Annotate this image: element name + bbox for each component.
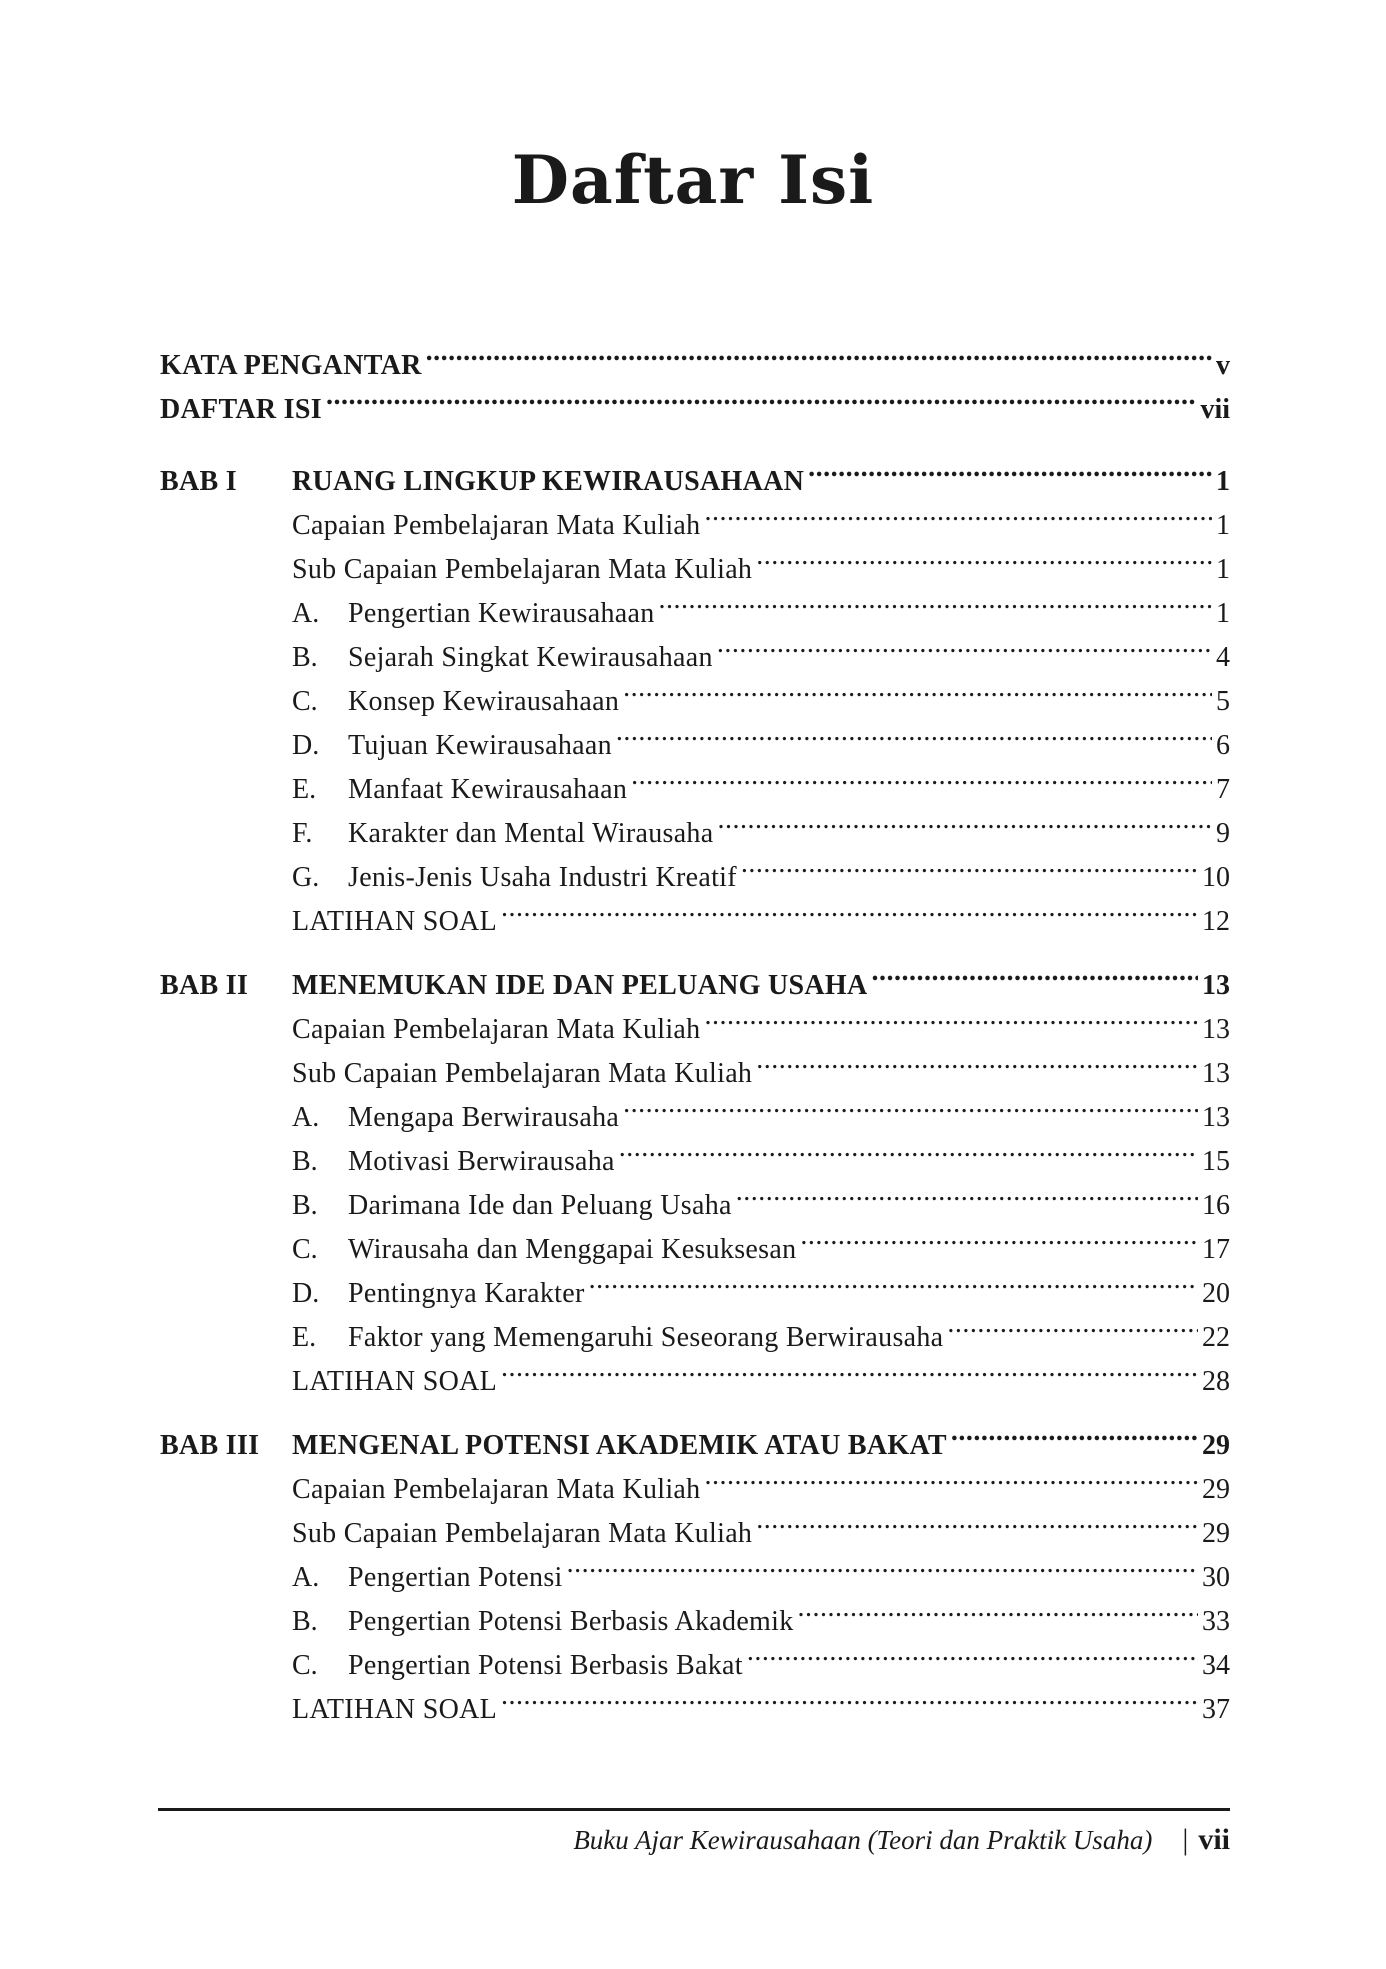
toc-entry-label: LATIHAN SOAL — [292, 906, 498, 937]
footer-divider — [158, 1808, 1230, 1811]
toc-dot-leader — [623, 1082, 1198, 1126]
toc-dot-leader — [589, 1258, 1198, 1302]
toc-dot-leader — [623, 666, 1212, 710]
toc-entry-label: Pentingnya Karakter — [348, 1278, 585, 1309]
toc-dot-leader — [704, 490, 1212, 534]
toc-section-entry[interactable] — [160, 1170, 1230, 1221]
toc-section-entry[interactable] — [160, 1038, 1230, 1089]
toc-page-number: 33 — [1202, 1606, 1230, 1637]
toc-page-number: 29 — [1202, 1474, 1230, 1505]
toc-chapter-title: MENEMUKAN IDE DAN PELUANG USAHA — [292, 970, 868, 1001]
toc-entry-label: Sejarah Singkat Kewirausahaan — [348, 642, 713, 673]
toc-entry-label: Pengertian Potensi Berbasis Bakat — [348, 1650, 743, 1681]
toc-dot-leader — [619, 1126, 1198, 1170]
toc-entry-label: Jenis-Jenis Usaha Industri Kreatif — [348, 862, 737, 893]
toc-entry-label: Konsep Kewirausahaan — [348, 686, 620, 717]
toc-section-entry[interactable] — [160, 994, 1230, 1045]
toc-page-number: 29 — [1202, 1430, 1230, 1461]
footer-page-number: vii — [1198, 1823, 1230, 1856]
toc-entry-label: LATIHAN SOAL — [292, 1366, 498, 1397]
toc-page-number: 34 — [1202, 1650, 1230, 1681]
toc-section-entry[interactable] — [160, 798, 1230, 849]
toc-page-number: 13 — [1202, 1102, 1230, 1133]
toc-page-number: 17 — [1202, 1234, 1230, 1265]
toc-section-letter: C. — [292, 1234, 318, 1265]
toc-section-letter: E. — [292, 1322, 317, 1353]
toc-dot-leader — [756, 1038, 1198, 1082]
toc-section-entry[interactable] — [160, 842, 1230, 893]
toc-page-number: 13 — [1202, 970, 1230, 1001]
toc-dot-leader — [567, 1542, 1198, 1586]
toc-dot-leader — [736, 1170, 1198, 1214]
toc-entry-label: Capaian Pembelajaran Mata Kuliah — [292, 1474, 701, 1505]
toc-chapter-number: BAB II — [160, 970, 249, 1001]
toc-entry-label: Sub Capaian Pembelajaran Mata Kuliah — [292, 554, 753, 585]
toc-section-letter: G. — [292, 862, 320, 893]
toc-chapter-number: BAB III — [160, 1430, 260, 1461]
page-title: Daftar Isi — [511, 141, 875, 219]
toc-dot-leader — [501, 1346, 1198, 1390]
toc-chapter-heading[interactable] — [160, 950, 1230, 1001]
toc-entry-label: KATA PENGANTAR — [160, 350, 422, 381]
toc-section-entry[interactable] — [160, 1630, 1230, 1681]
page-footer — [158, 1818, 1230, 1862]
toc-entry-label: Motivasi Berwirausaha — [348, 1146, 615, 1177]
toc-dot-leader — [717, 622, 1212, 666]
toc-entry-label: Sub Capaian Pembelajaran Mata Kuliah — [292, 1058, 753, 1089]
toc-page-number: 30 — [1202, 1562, 1230, 1593]
toc-dot-leader — [501, 1674, 1198, 1718]
toc-page-number: 10 — [1202, 862, 1230, 893]
toc-entry-label: Karakter dan Mental Wirausaha — [348, 818, 714, 849]
toc-page-number: 5 — [1216, 686, 1230, 717]
toc-page-number: 6 — [1216, 730, 1230, 761]
toc-section-entry[interactable] — [160, 1126, 1230, 1177]
toc-chapter-heading[interactable] — [160, 446, 1230, 497]
toc-section-entry[interactable] — [160, 1454, 1230, 1505]
toc-page-number: 1 — [1216, 466, 1230, 497]
toc-page-number: 4 — [1216, 642, 1230, 673]
toc-entry-label: Capaian Pembelajaran Mata Kuliah — [292, 1014, 701, 1045]
toc-dot-leader — [800, 1214, 1198, 1258]
toc-chapter-heading[interactable] — [160, 1410, 1230, 1461]
toc-page-number: 1 — [1216, 510, 1230, 541]
toc-entry-label: Pengertian Potensi Berbasis Akademik — [348, 1606, 794, 1637]
toc-page-number: 28 — [1202, 1366, 1230, 1397]
toc-dot-leader — [756, 1498, 1198, 1542]
toc-entry-label: Mengapa Berwirausaha — [348, 1102, 620, 1133]
toc-dot-leader — [704, 994, 1198, 1038]
toc-entry-label: Manfaat Kewirausahaan — [348, 774, 628, 805]
toc-section-entry[interactable] — [160, 534, 1230, 585]
toc-dot-leader — [426, 330, 1212, 374]
toc-dot-leader — [798, 1586, 1198, 1630]
toc-section-letter: E. — [292, 774, 317, 805]
toc-dot-leader — [616, 710, 1212, 754]
toc-section-letter: B. — [292, 642, 318, 673]
toc-dot-leader — [872, 950, 1198, 994]
toc-dot-leader — [501, 886, 1198, 930]
toc-section-entry[interactable] — [160, 1082, 1230, 1133]
toc-entry-label: LATIHAN SOAL — [292, 1694, 498, 1725]
toc-section-letter: C. — [292, 1650, 318, 1681]
toc-section-letter: A. — [292, 1562, 320, 1593]
toc-entry-label: Faktor yang Memengaruhi Seseorang Berwirausaha — [348, 1322, 944, 1353]
toc-entry-label: Pengertian Kewirausahaan — [348, 598, 655, 629]
toc-section-entry[interactable] — [160, 754, 1230, 805]
toc-entry-label: DAFTAR ISI — [160, 394, 322, 425]
toc-dot-leader — [326, 374, 1196, 418]
toc-front-entry[interactable] — [160, 330, 1230, 381]
footer-book-title: Buku Ajar Kewirausahaan (Teori dan Praktik Usaha) — [573, 1824, 1153, 1855]
toc-dot-leader — [951, 1410, 1198, 1454]
toc-page-number: 13 — [1202, 1058, 1230, 1089]
toc-section-entry[interactable] — [160, 1674, 1230, 1725]
toc-page-number: 7 — [1216, 774, 1230, 805]
table-of-contents — [160, 330, 1230, 1725]
toc-front-entry[interactable] — [160, 374, 1230, 425]
toc-section-entry[interactable] — [160, 1302, 1230, 1353]
toc-section-entry[interactable] — [160, 1258, 1230, 1309]
toc-section-letter: B. — [292, 1146, 318, 1177]
toc-dot-leader — [741, 842, 1198, 886]
toc-page-number: 12 — [1202, 906, 1230, 937]
toc-dot-leader — [808, 446, 1212, 490]
toc-page-number: 37 — [1202, 1694, 1230, 1725]
toc-section-entry[interactable] — [160, 490, 1230, 541]
toc-entry-label: Sub Capaian Pembelajaran Mata Kuliah — [292, 1518, 753, 1549]
toc-section-entry[interactable] — [160, 578, 1230, 629]
toc-section-entry[interactable] — [160, 710, 1230, 761]
toc-section-entry[interactable] — [160, 1346, 1230, 1397]
toc-dot-leader — [704, 1454, 1198, 1498]
toc-dot-leader — [756, 534, 1212, 578]
toc-entry-label: Tujuan Kewirausahaan — [348, 730, 612, 761]
toc-page-number: 1 — [1216, 554, 1230, 585]
toc-section-entry[interactable] — [160, 1498, 1230, 1549]
toc-page-number: 13 — [1202, 1014, 1230, 1045]
toc-entry-label: Darimana Ide dan Peluang Usaha — [348, 1190, 732, 1221]
toc-chapter-title: RUANG LINGKUP KEWIRAUSAHAAN — [292, 466, 805, 497]
toc-section-letter: D. — [292, 730, 320, 761]
toc-section-entry[interactable] — [160, 1542, 1230, 1593]
toc-section-entry[interactable] — [160, 666, 1230, 717]
toc-page-number: 1 — [1216, 598, 1230, 629]
toc-page-number: 22 — [1202, 1322, 1230, 1353]
toc-section-letter: B. — [292, 1606, 318, 1637]
toc-page-number: vii — [1200, 394, 1230, 425]
toc-section-letter: D. — [292, 1278, 320, 1309]
toc-dot-leader — [717, 798, 1212, 842]
toc-entry-label: Wirausaha dan Menggapai Kesuksesan — [348, 1234, 797, 1265]
toc-page-number: 16 — [1202, 1190, 1230, 1221]
toc-section-letter: B. — [292, 1190, 318, 1221]
toc-section-letter: A. — [292, 598, 320, 629]
footer-separator: | — [1182, 1823, 1189, 1856]
toc-page-number: 20 — [1202, 1278, 1230, 1309]
toc-page-number: 29 — [1202, 1518, 1230, 1549]
toc-page-number: 9 — [1216, 818, 1230, 849]
toc-section-entry[interactable] — [160, 1214, 1230, 1265]
toc-chapter-number: BAB I — [160, 466, 237, 497]
toc-entry-label: Capaian Pembelajaran Mata Kuliah — [292, 510, 701, 541]
toc-entry-label: Pengertian Potensi — [348, 1562, 563, 1593]
toc-dot-leader — [947, 1302, 1198, 1346]
toc-section-letter: F. — [292, 818, 313, 849]
toc-section-letter: A. — [292, 1102, 320, 1133]
toc-dot-leader — [659, 578, 1212, 622]
toc-section-entry[interactable] — [160, 622, 1230, 673]
toc-page-number: 15 — [1202, 1146, 1230, 1177]
toc-section-entry[interactable] — [160, 1586, 1230, 1637]
toc-section-letter: C. — [292, 686, 318, 717]
toc-section-entry[interactable] — [160, 886, 1230, 937]
toc-dot-leader — [631, 754, 1212, 798]
toc-dot-leader — [747, 1630, 1198, 1674]
toc-chapter-title: MENGENAL POTENSI AKADEMIK ATAU BAKAT — [292, 1430, 947, 1461]
toc-page-number: v — [1216, 350, 1230, 381]
